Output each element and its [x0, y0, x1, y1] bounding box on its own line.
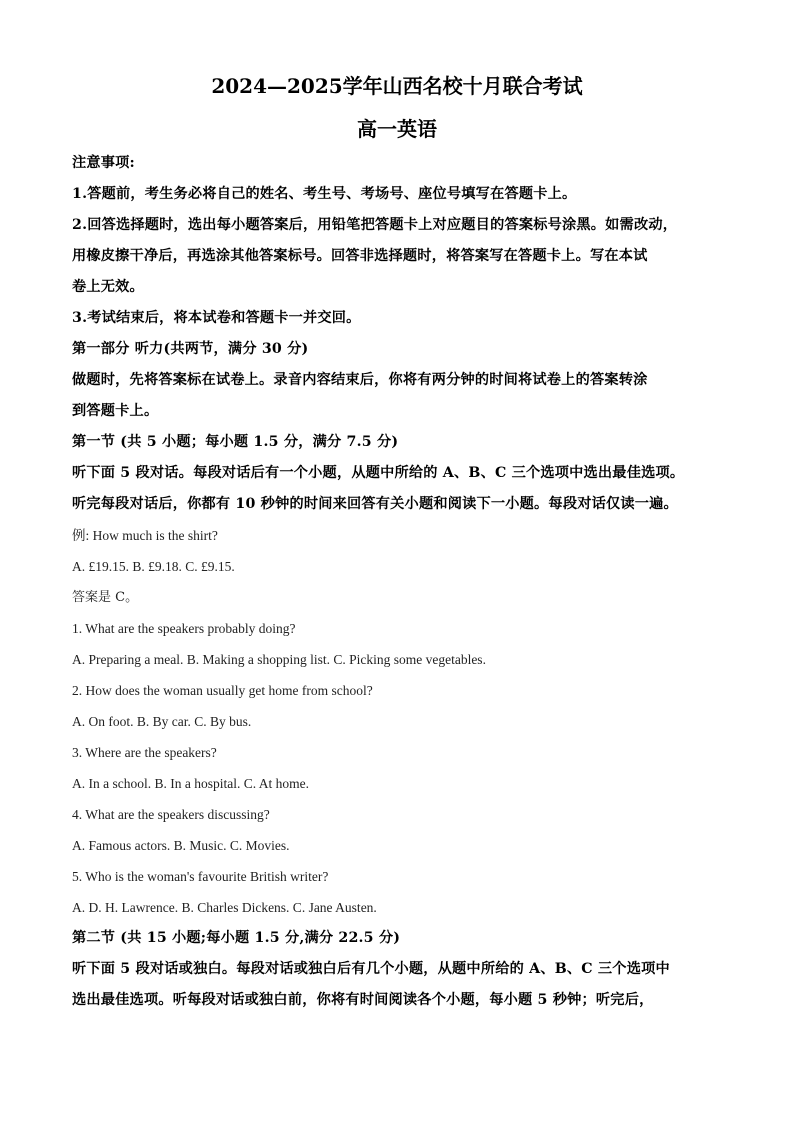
- section1-instr-line-2: 听完每段对话后，你都有 10 秒钟的时间来回答有关小题和阅读下一小题。每段对话仅读一遍。: [72, 496, 678, 512]
- page-title: 2024—2025学年山西名校十月联合考试: [211, 74, 583, 98]
- question-2: 2. How does the woman usually get home from school?: [72, 683, 373, 698]
- question-2-options: A. On foot. B. By car. C. By bus.: [72, 714, 252, 729]
- notice-item-2-line-3: 卷上无效。: [72, 279, 144, 295]
- part1-heading: 第一部分 听力(共两节，满分 30 分): [72, 341, 309, 357]
- question-5-options: A. D. H. Lawrence. B. Charles Dickens. C. Jane Austen.: [72, 900, 377, 915]
- question-1-options: A. Preparing a meal. B. Making a shopping list. C. Picking some vegetables.: [72, 652, 486, 667]
- question-5: 5. Who is the woman's favourite British writer?: [72, 869, 329, 884]
- notice-item-2-line-2: 用橡皮擦干净后，再选涂其他答案标号。回答非选择题时，将答案写在答题卡上。写在本试: [72, 248, 648, 264]
- section1-instr-line-1: 听下面 5 段对话。每段对话后有一个小题，从题中所给的 A、B、C 三个选项中选出最佳选项。: [72, 465, 685, 481]
- exam-content: [72, 148, 724, 1016]
- part1-intro-line-2: 到答题卡上。: [72, 403, 159, 419]
- question-3: 3. Where are the speakers?: [72, 745, 217, 760]
- page-subtitle: 高一英语: [357, 117, 437, 141]
- question-4-options: A. Famous actors. B. Music. C. Movies.: [72, 838, 290, 853]
- notice-item-2-line-1: 2.回答选择题时，选出每小题答案后，用铅笔把答题卡上对应题目的答案标号涂黑。如需改动，: [72, 217, 678, 233]
- section2-instr-line-2: 选出最佳选项。听每段对话或独白前，你将有时间阅读各个小题，每小题 5 秒钟；听完后，: [72, 992, 654, 1008]
- section1-heading: 第一节 (共 5 小题；每小题 1.5 分，满分 7.5 分): [72, 434, 399, 450]
- notice-item-3: 3.考试结束后，将本试卷和答题卡一并交回。: [72, 310, 361, 326]
- example-answer: 答案是 C。: [72, 590, 139, 605]
- question-4: 4. What are the speakers discussing?: [72, 807, 270, 822]
- question-1: 1. What are the speakers probably doing?: [72, 621, 296, 636]
- question-3-options: A. In a school. B. In a hospital. C. At home.: [72, 776, 309, 791]
- part1-intro-line-1: 做题时，先将答案标在试卷上。录音内容结束后，你将有两分钟的时间将试卷上的答案转涂: [72, 372, 648, 388]
- notice-item-1: 1.答题前，考生务必将自己的姓名、考生号、考场号、座位号填写在答题卡上。: [72, 186, 577, 202]
- notice-heading: 注意事项:: [72, 155, 135, 171]
- section2-instr-line-1: 听下面 5 段对话或独白。每段对话或独白后有几个小题，从题中所给的 A、B、C 三个选项中: [72, 961, 670, 977]
- section2-heading: 第二节 (共 15 小题;每小题 1.5 分,满分 22.5 分): [72, 930, 401, 946]
- example-options: A. £19.15. B. £9.18. C. £9.15.: [72, 559, 235, 574]
- example-question: 例: How much is the shirt?: [72, 528, 218, 543]
